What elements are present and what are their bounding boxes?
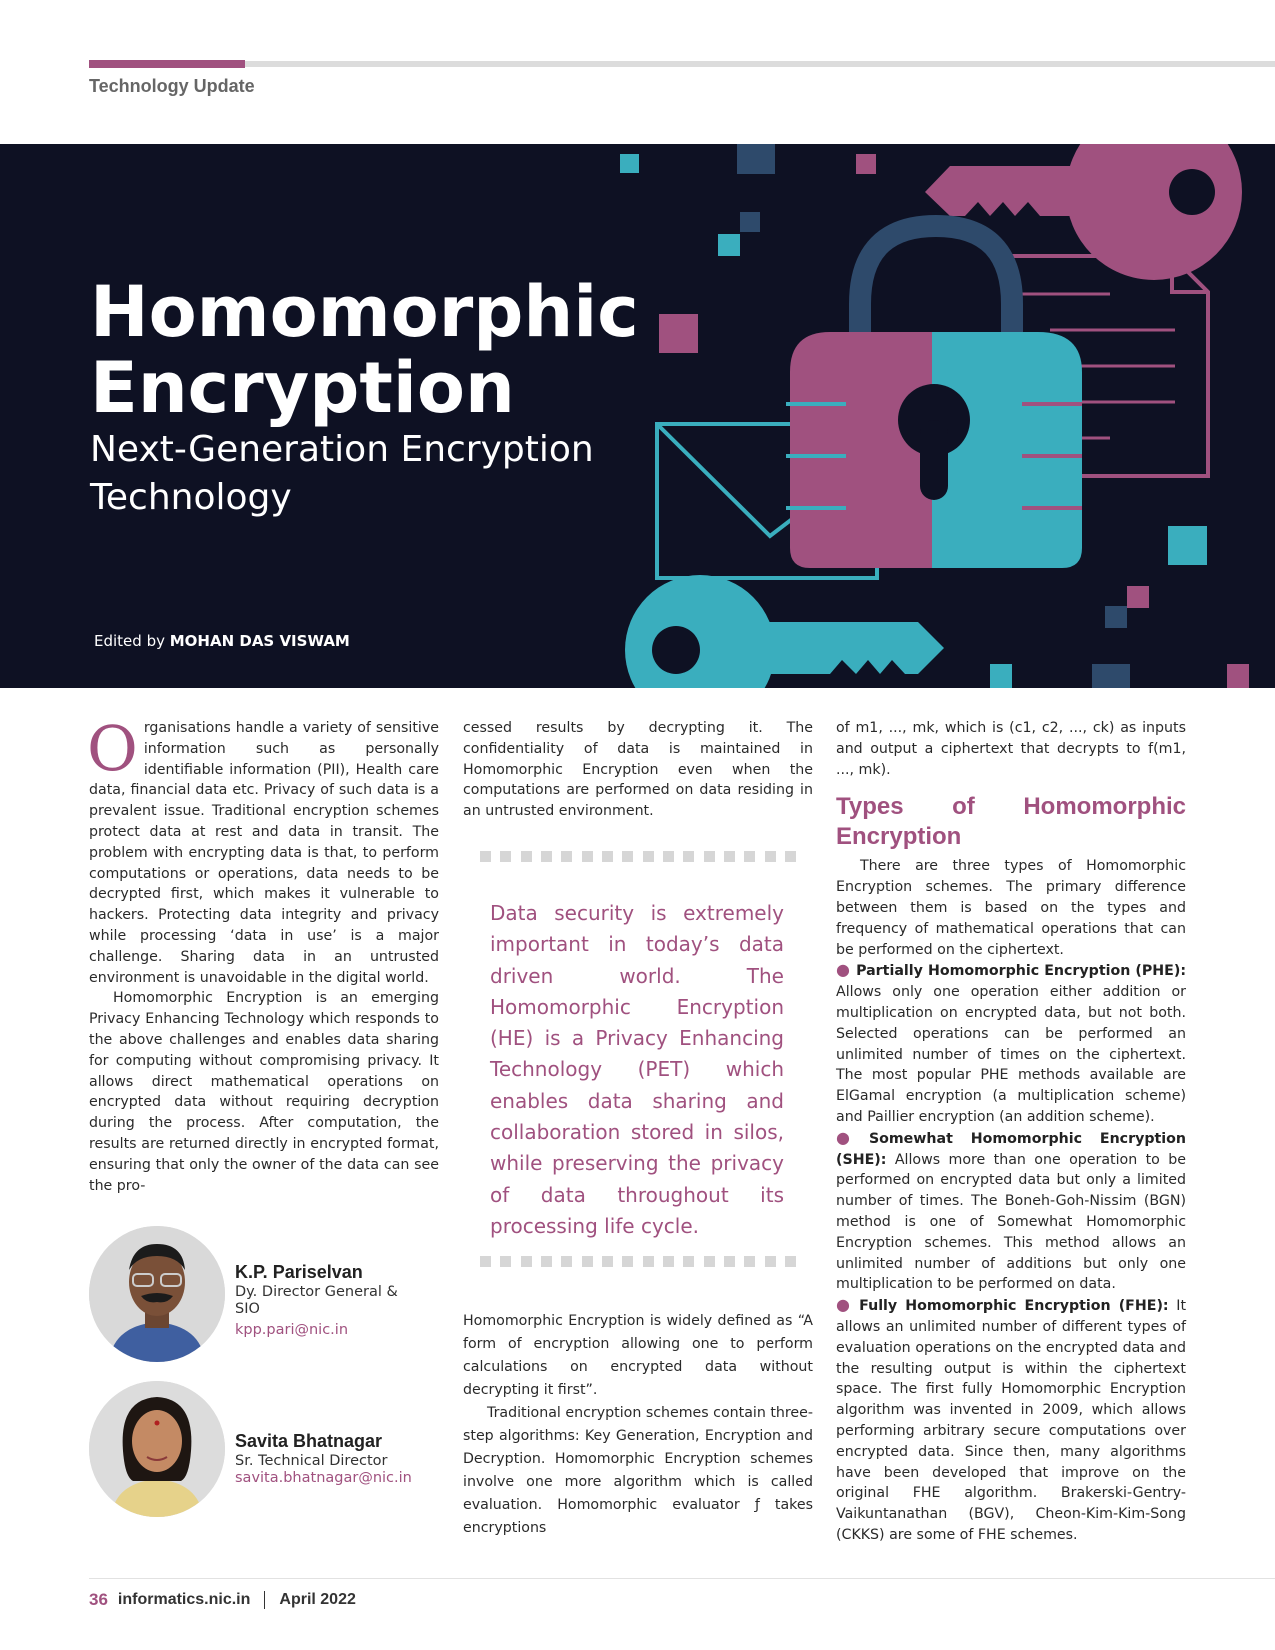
avatar	[89, 1226, 225, 1362]
article-column-2-top	[463, 718, 813, 822]
footer-site: informatics.nic.in	[117, 1591, 251, 1608]
page-number: 36	[89, 1590, 108, 1609]
type-item-she	[836, 1128, 1186, 1295]
author-photo	[89, 1381, 225, 1517]
hero-banner	[0, 144, 1275, 688]
author-photo	[89, 1226, 225, 1362]
author-role: Sr. Technical Director	[235, 1453, 388, 1469]
paragraph-2: Homomorphic Encryption is an emerging Privacy Enhancing Technology which responds to the above challenges and enables data sharing for computing without compromising privacy. It allows direct mathematical operations on encrypted data without requiring decryption during the process. After computation, the results are returned directly in encrypted format, ensuring that only the owner of the data can see the pro-	[89, 990, 439, 1194]
type-description: It allows an unlimited number of different types of evaluation operations on the encrypted data and the resulting output is within the ciphertext space. The first fully Homomorphic Encryption algorithm was invented in 2009, which allows performing arbitrary secure computations over encrypted data. Since then, many algorithms have been developed that improve on the original FHE algorithm. Brakerski-Gentry-Vaikuntanathan (BGV), Cheon-Kim-Kim-Song (CKKS) are some of FHE schemes.	[836, 1298, 1187, 1543]
section-heading-types: Types of Homomorphic Encryption	[836, 793, 1186, 851]
type-name: Somewhat Homomorphic Encryption (SHE):	[836, 1130, 1186, 1168]
paragraph-4: Traditional encryption schemes contain three-step algorithms: Key Generation, Encryption and Decryption. Homomorphic Encryption schemes involve one more algorithm which is called evaluation. Homomorphic evaluator ƒ takes encryptions	[463, 1405, 814, 1536]
bullet-icon: ●	[836, 1127, 863, 1147]
types-intro: There are three types of Homomorphic Encryption schemes. The primary difference between them is based on the types and frequency of mathematical operations that can be performed on the ciphertext.	[836, 858, 1186, 958]
footer-date: April 2022	[279, 1591, 356, 1608]
author-email[interactable]: kpp.pari@nic.in	[235, 1322, 349, 1338]
article-title: Homomorphic Encryption	[90, 271, 639, 429]
section-label: Technology Update	[89, 76, 255, 96]
bullet-icon: ●	[836, 960, 851, 980]
article-column-1	[87, 712, 439, 1196]
page-footer	[89, 1590, 356, 1610]
pull-quote: Data security is extremely important in today’s data driven world. The Homomorphic Encryption (HE) is a Privacy Enhancing Technology (PET) which enables data sharing and collaboration stored in silos, while preserving the privacy of data throughout its processing life cycle.	[490, 901, 784, 1238]
pull-quote-top-divider	[480, 851, 796, 863]
drop-cap: O	[87, 712, 138, 785]
paragraph-3: Homomorphic Encryption is widely defined as “A form of encryption allowing one to perform calculations on encrypted data without decrypting it first”.	[463, 1313, 813, 1398]
editor-name: MOHAN DAS VISWAM	[169, 632, 350, 650]
type-name: Fully Homomorphic Encryption (FHE):	[859, 1298, 1169, 1315]
intro-text: rganisations handle a variety of sensitive information such as personally identifiable information (PII), Health care data, financial data etc. Privacy of such data is a prevalent issue. Traditional encryption schemes protect data at rest and data in transit. The problem with encrypting data is that, to perform computations or operations, data needs to be decrypted first, which makes it vulnerable to hackers. Protecting data integrity and privacy while processing ‘data in use’ is a major challenge. Sharing data in an untrusted environment is unavoidable in the digital world.	[89, 720, 439, 986]
article-column-2-bottom	[463, 1310, 813, 1540]
author-name: Savita Bhatnagar	[235, 1431, 383, 1451]
type-item-fhe	[836, 1295, 1186, 1546]
article-column-3	[836, 718, 1186, 1546]
article-subtitle: Next-Generation Encryption Technology	[90, 429, 594, 518]
bullet-icon: ●	[836, 1295, 854, 1315]
type-description: Allows only one operation either addition or multiplication on encrypted data, but not both. Selected operations can be performed an unlimited number of times on the ciphertext. The most popular PHE methods available are ElGamal encryption (a multiplication scheme) and Paillier encryption (an addition scheme).	[836, 984, 1186, 1125]
type-item-phe	[836, 960, 1186, 1127]
editor-prefix: Edited by	[94, 632, 165, 650]
header-accent-rule	[89, 60, 245, 68]
pull-quote-bottom-divider	[480, 1256, 796, 1268]
type-description: Allows more than one operation to be performed on encrypted data but only a limited number of times. The Boneh-Goh-Nissim (BGN) method is one of Somewhat Homomorphic Encryption schemes. This method allows an unlimited number of additions but only one multiplication to be performed on data.	[836, 1151, 1186, 1293]
editor-credit	[94, 632, 350, 650]
author-card	[89, 1226, 509, 1366]
header-rule	[245, 61, 1275, 67]
avatar	[89, 1381, 225, 1517]
intro-paragraph	[87, 712, 439, 988]
author-name: K.P. Pariselvan	[235, 1262, 363, 1282]
author-role: Dy. Director General & SIO	[235, 1284, 398, 1317]
footer-rule	[89, 1578, 1275, 1579]
author-card	[89, 1381, 509, 1521]
paragraph-2-continued: cessed results by decrypting it. The confidentiality of data is maintained in Homomorphic Encryption even when the computations are performed on data residing in an untrusted environment.	[463, 720, 813, 820]
author-email[interactable]: savita.bhatnagar@nic.in	[235, 1470, 412, 1486]
type-name: Partially Homomorphic Encryption (PHE):	[856, 963, 1186, 980]
paragraph-4-continued: of m1, ..., mk, which is (c1, c2, ..., ck) as inputs and output a ciphertext that decrypts to f(m1, ..., mk).	[836, 720, 1186, 778]
footer-separator	[264, 1591, 265, 1609]
